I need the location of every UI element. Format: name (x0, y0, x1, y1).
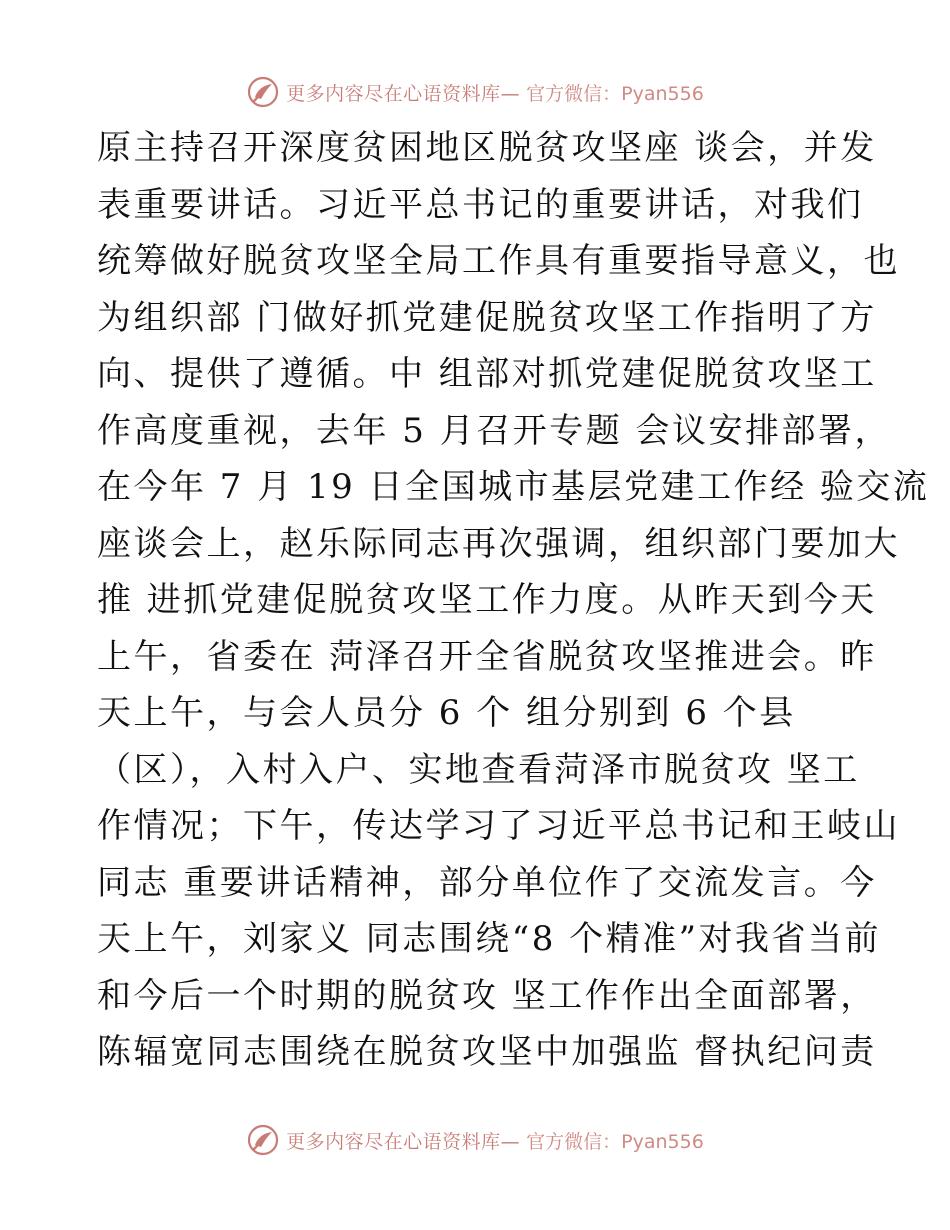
text-line: 同志 重要讲话精神，部分单位作了交流发言。今 (97, 862, 877, 903)
text-line: 作高度重视，去年 5 月召开专题 会议安排部署， (97, 410, 892, 451)
text-line: 为组织部 门做好抓党建促脱贫攻坚工作指明了方 (97, 297, 877, 338)
text-line: 原主持召开深度贫困地区脱贫攻坚座 谈会，并发 (97, 128, 877, 168)
text-line: 统筹做好脱贫攻坚全局工作具有重要指导意义，也 (97, 241, 900, 281)
watermark-contact: 官方微信：Pyan556 (526, 82, 704, 105)
footer-watermark (0, 1120, 950, 1160)
text-line: 表重要讲话。习近平总书记的重要讲话，对我们 (97, 184, 864, 225)
text-line: 座谈会上，赵乐际同志再次强调，组织部门要加大 (97, 523, 900, 564)
watermark-text: 更多内容尽在心语资料库— (286, 1130, 521, 1153)
watermark-text: 更多内容尽在心语资料库— (286, 82, 521, 105)
text-line: 陈辐宽同志围绕在脱贫攻坚中加强监 督执纪问责 (97, 1032, 877, 1072)
hand-pen-logo-icon (246, 75, 280, 109)
text-line: 天上午，与会人员分 6 个 组分别到 6 个县 (97, 693, 796, 733)
text-line: 推 进抓党建促脱贫攻坚工作力度。从昨天到今天 (97, 580, 877, 620)
hand-pen-logo-icon (246, 1123, 280, 1157)
document-body (97, 120, 930, 1081)
text-line: 上午，省委在 菏泽召开全省脱贫攻坚推进会。昨 (97, 636, 877, 677)
text-line: 作情况；下午，传达学习了习近平总书记和王岐山 (97, 806, 900, 846)
text-line: 向、提供了遵循。中 组部对抓党建促脱贫攻坚工 (97, 354, 877, 394)
header-watermark (0, 72, 950, 112)
text-line: 和今后一个时期的脱贫攻 坚工作作出全面部署， (97, 975, 877, 1016)
text-line: （区），入村入户、实地查看菏泽市脱贫攻 坚工 (97, 749, 860, 790)
text-line: 在今年 7 月 19 日全国城市基层党建工作经 验交流 (97, 467, 930, 507)
watermark-contact: 官方微信：Pyan556 (526, 1130, 704, 1153)
text-line: 天上午，刘家义 同志围绕“8 个精准”对我省当前 (97, 919, 882, 959)
